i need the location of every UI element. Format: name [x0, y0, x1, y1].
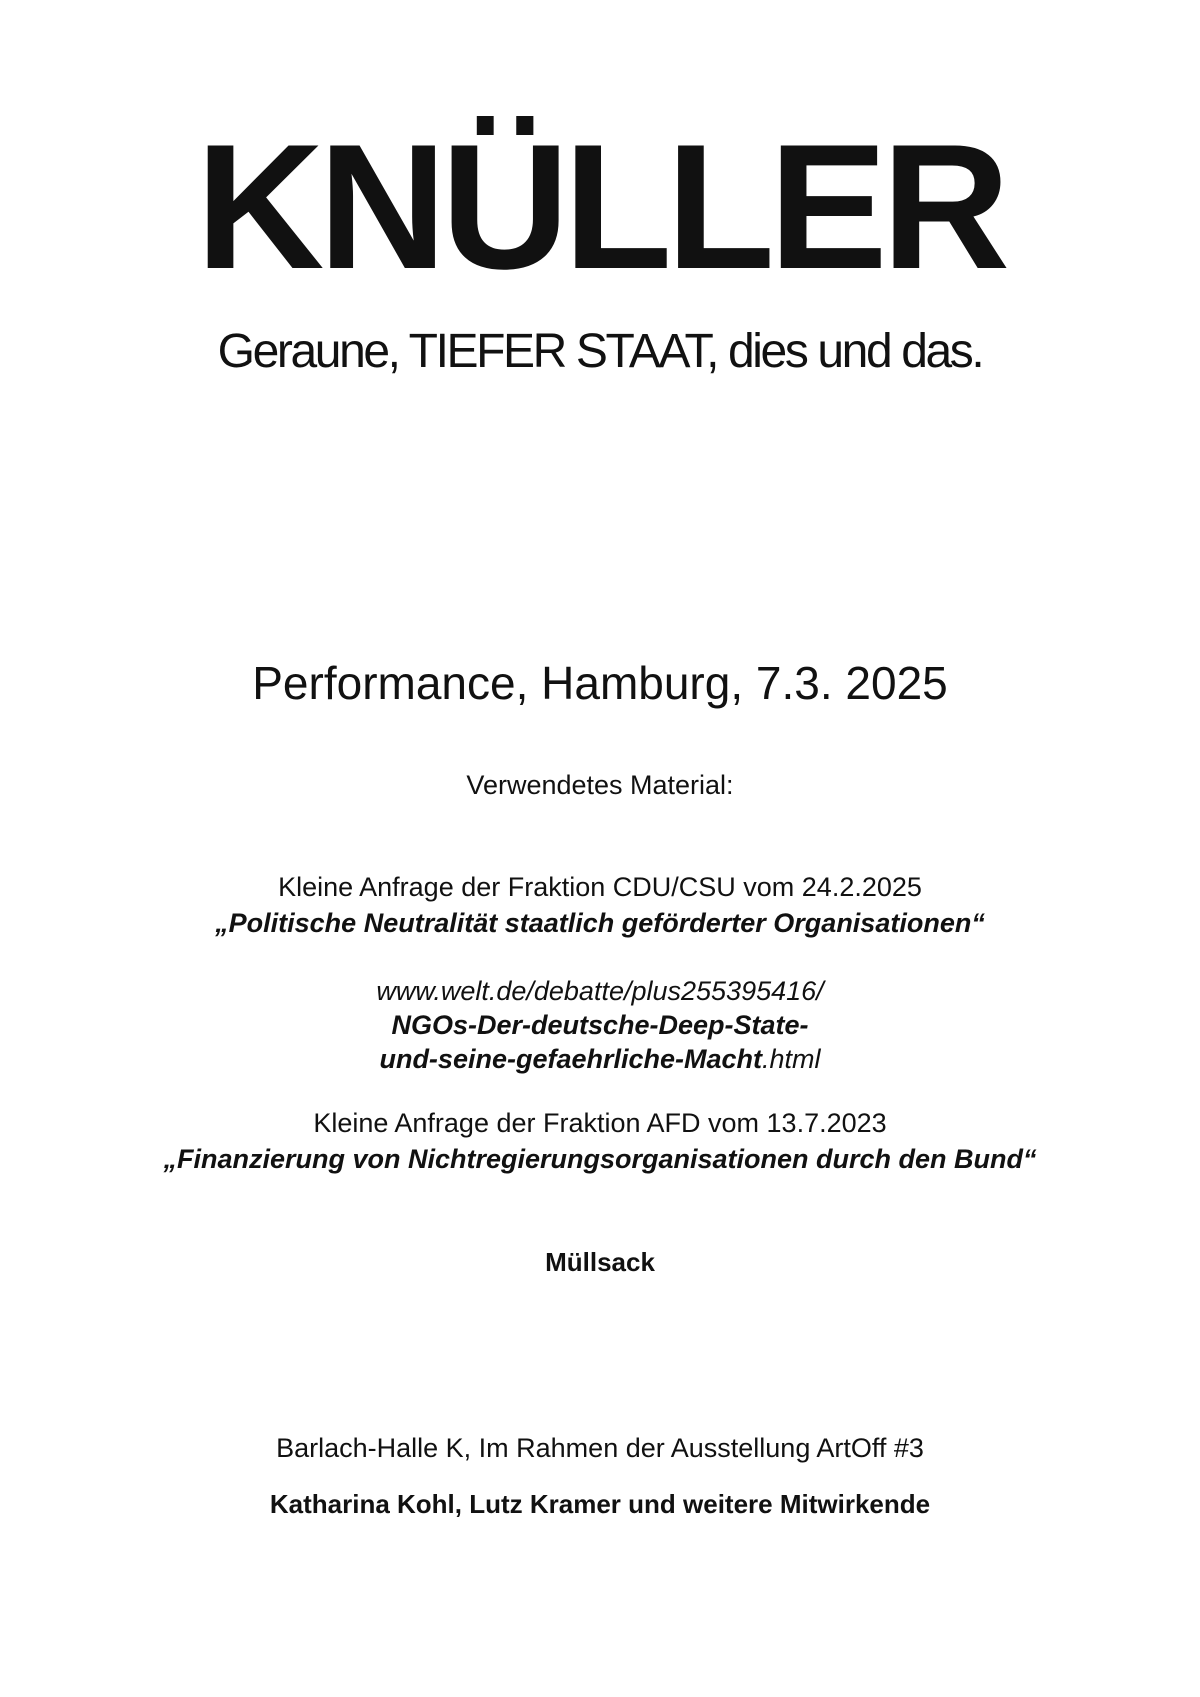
material-item-cdu-subject: „Politische Neutralität staatlich geförderter Organisationen“: [215, 908, 985, 938]
material-item-cdu-title: Kleine Anfrage der Fraktion CDU/CSU vom 24.2.2025: [278, 872, 922, 902]
material-url-line-3-bold: und-seine-gefaehrliche-Macht: [379, 1044, 763, 1074]
material-url-line-3-suffix: .html: [762, 1044, 821, 1074]
material-url-line-2: NGOs-Der-deutsche-Deep-State-: [391, 1010, 809, 1040]
material-url-line-3: [0, 1046, 1200, 1073]
venue-info: Barlach-Halle K, Im Rahmen der Ausstellung ArtOff #3: [276, 1433, 924, 1463]
material-item-afd-subject: „Finanzierung von Nichtregierungsorganisationen durch den Bund“: [163, 1144, 1037, 1174]
material-url-line-1: www.welt.de/debatte/plus255395416/: [376, 976, 824, 1006]
event-info: Performance, Hamburg, 7.3. 2025: [252, 657, 948, 709]
material-item-muellsack: Müllsack: [545, 1247, 655, 1277]
material-heading: Verwendetes Material:: [466, 770, 734, 800]
poster-title: KNÜLLER: [195, 107, 1005, 306]
material-item-afd-title: Kleine Anfrage der Fraktion AFD vom 13.7.2023: [313, 1108, 887, 1138]
credits: Katharina Kohl, Lutz Kramer und weitere Mitwirkende: [269, 1489, 931, 1519]
poster-subtitle: Geraune, TIEFER STAAT, dies und das.: [217, 325, 983, 378]
